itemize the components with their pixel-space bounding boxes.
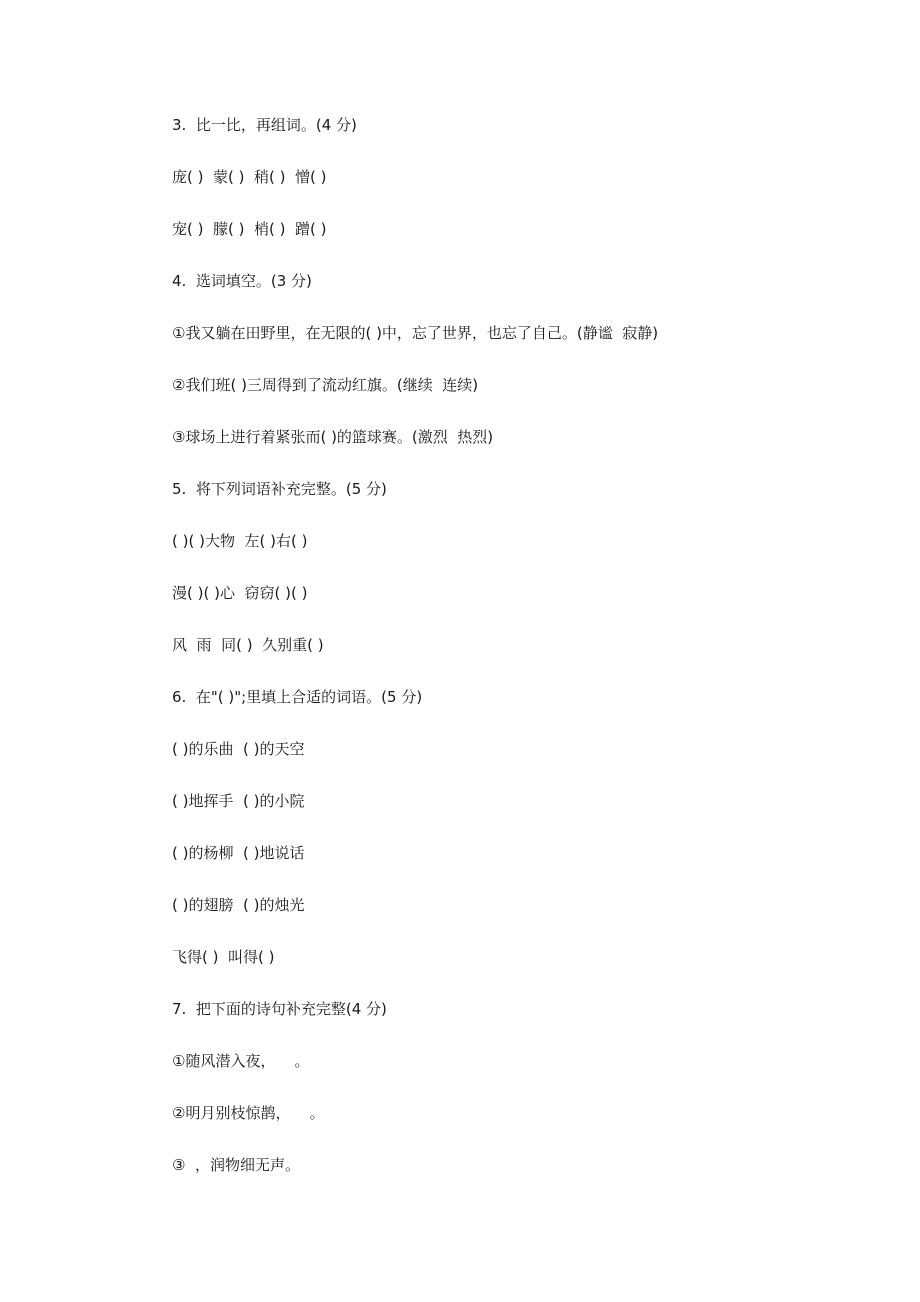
q4-heading: 4. 选词填空。(3 分) — [172, 272, 312, 290]
q3-row-1: 庞( ) 蒙( ) 稍( ) 憎( ) — [172, 168, 327, 186]
q5-row-1: ( )( )大物 左( )右( ) — [172, 532, 308, 550]
q7-heading: 7. 把下面的诗句补充完整(4 分) — [172, 1000, 387, 1018]
q6-row-3: ( )的杨柳 ( )地说话 — [172, 844, 305, 862]
q7-item-2: ②明月别枝惊鹊， 。 — [172, 1104, 325, 1122]
q7-item-1: ①随风潜入夜， 。 — [172, 1052, 310, 1070]
q6-row-2: ( )地挥手 ( )的小院 — [172, 792, 305, 810]
q5-row-3: 风 雨 同( ) 久别重( ) — [172, 636, 324, 654]
q7-item-3: ③ ，润物细无声。 — [172, 1156, 300, 1174]
q6-row-5: 飞得( ) 叫得( ) — [172, 948, 275, 966]
q6-heading: 6. 在"( )";里填上合适的词语。(5 分) — [172, 688, 423, 706]
q6-row-4: ( )的翅膀 ( )的烛光 — [172, 896, 305, 914]
q5-heading: 5. 将下列词语补充完整。(5 分) — [172, 480, 387, 498]
q4-item-3: ③球场上进行着紧张而( )的篮球赛。(激烈 热烈) — [172, 428, 494, 446]
q4-item-2: ②我们班( )三周得到了流动红旗。(继续 连续) — [172, 376, 479, 394]
q5-row-2: 漫( )( )心 窃窃( )( ) — [172, 584, 308, 602]
q3-row-2: 宠( ) 朦( ) 梢( ) 蹭( ) — [172, 220, 327, 238]
q6-row-1: ( )的乐曲 ( )的天空 — [172, 740, 305, 758]
q4-item-1: ①我又躺在田野里，在无限的( )中，忘了世界，也忘了自己。(静谧 寂静) — [172, 324, 659, 342]
q3-heading: 3. 比一比，再组词。(4 分) — [172, 116, 357, 134]
